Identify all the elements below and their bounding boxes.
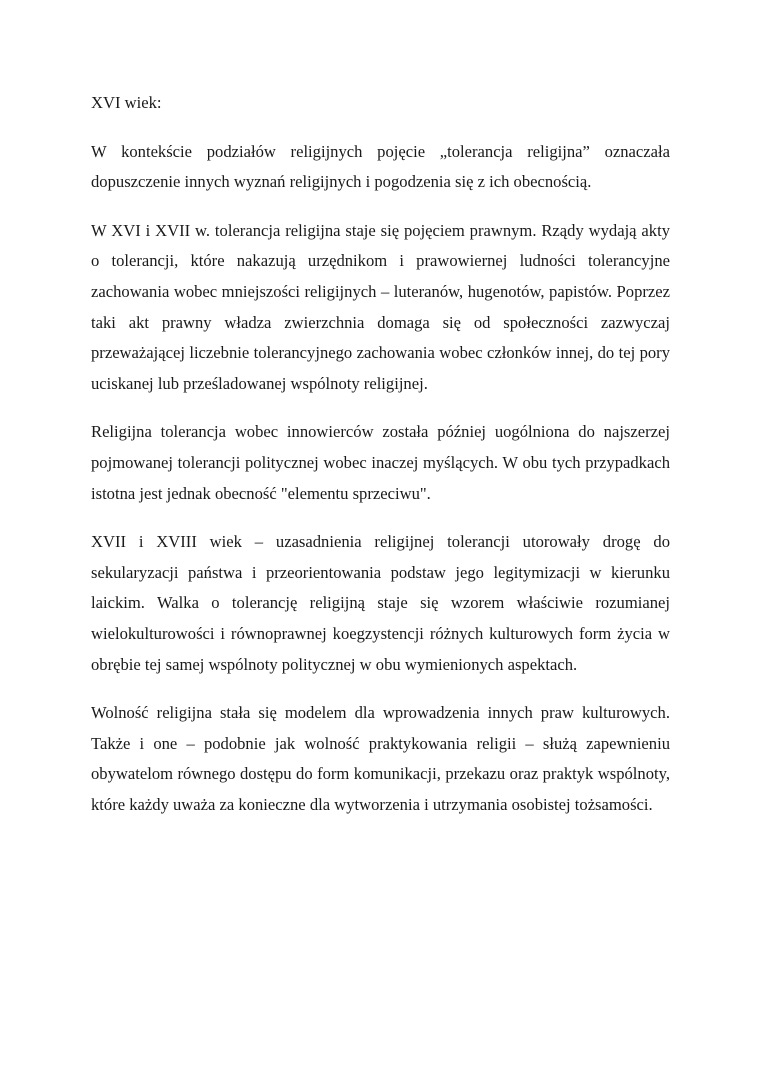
section-heading: XVI wiek: bbox=[91, 93, 162, 112]
paragraph-4: XVII i XVIII wiek – uzasadnienia religijnej tolerancji utorowały drogę do sekularyzacji państwa i przeorientowania podstaw jego legitymizacji w kierunku laickim. Walka o tolerancję religijną staje się wzorem właściwie rozumianej wielokulturowości i równoprawnej koegzystencji różnych kulturowych form życia w obrębie tej samej wspólnoty politycznej w obu wymienionych aspektach. bbox=[91, 532, 670, 674]
paragraph-1: W kontekście podziałów religijnych pojęcie „tolerancja religijna” oznaczała dopuszczenie innych wyznań religijnych i pogodzenia się z ich obecnością. bbox=[91, 141, 670, 192]
paragraph-2: W XVI i XVII w. tolerancja religijna staje się pojęciem prawnym. Rządy wydają akty o tolerancji, które nakazują urzędnikom i prawowiernej ludności tolerancyjne zachowania wobec mniejszości religijnych – luteranów, hugenotów, papistów. Poprzez taki akt prawny władza zwierzchnia domaga się od społeczności zazwyczaj przeważającej liczebnie tolerancyjnego zachowania wobec członków innej, do tej pory uciskanej lub prześladowanej wspólnoty religijnej. bbox=[91, 220, 670, 393]
paragraph-3: Religijna tolerancja wobec innowierców została później uogólniona do najszerzej pojmowanej tolerancji politycznej wobec inaczej myślących. W obu tych przypadkach istotna jest jednak obecność "elementu sprzeciwu". bbox=[91, 422, 670, 503]
document-page bbox=[91, 88, 670, 838]
paragraph-5: Wolność religijna stała się modelem dla wprowadzenia innych praw kulturowych. Także i one – podobnie jak wolność praktykowania religii – służą zapewnieniu obywatelom równego dostępu do form komunikacji, przekazu oraz praktyk wspólnoty, które każdy uważa za konieczne dla wytworzenia i utrzymania osobistej tożsamości. bbox=[91, 703, 670, 814]
